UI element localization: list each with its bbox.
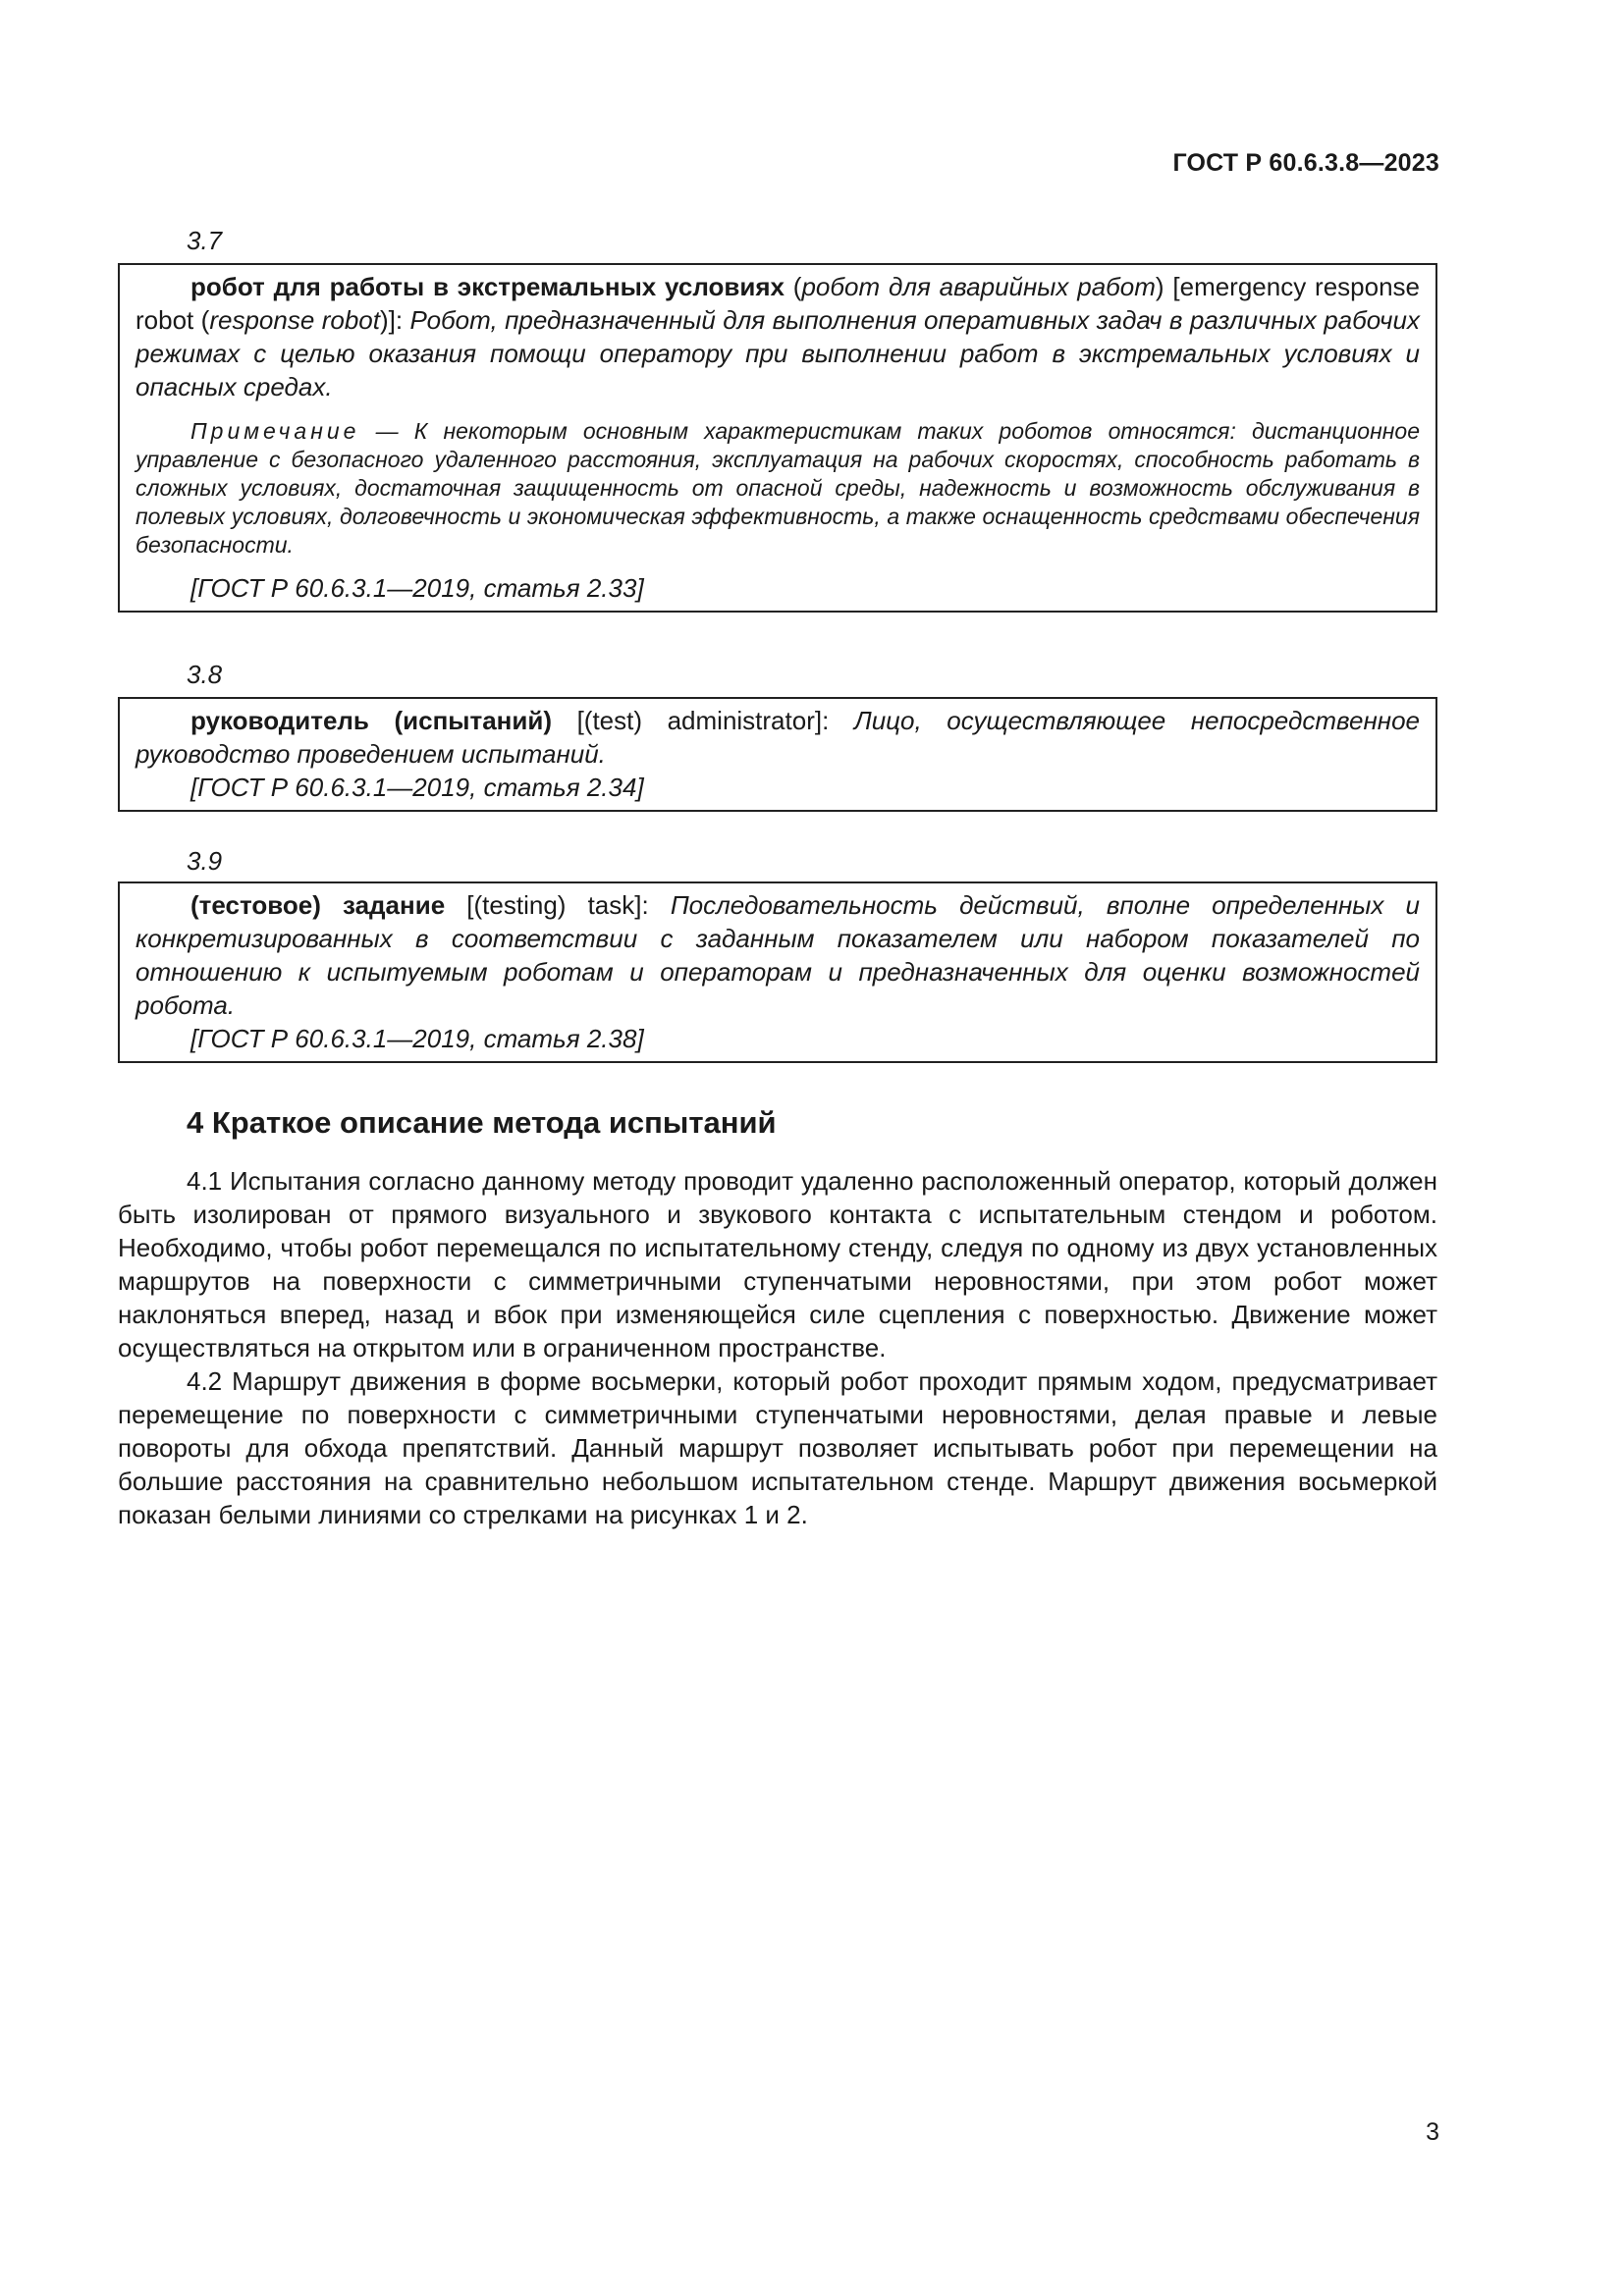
term-name: робот для работы в экстремальных условиях: [190, 272, 785, 301]
term-reference: [ГОСТ Р 60.6.3.1—2019, статья 2.33]: [190, 573, 644, 603]
term-name: (тестовое) задание: [190, 890, 446, 920]
term-definition: робот для работы в экстремальных условиях (робот для аварийных работ) [emergency response robot (response robot)]: Робот, предназначенный для выполнения оперативных задач в различных рабочих режимах с целью оказания помощи оператору при выполнении работ в экстремальных условиях и опасных средах.: [135, 272, 1420, 401]
paragraph-4-2: 4.2 Маршрут движения в форме восьмерки, который робот проходит прямым ходом, предусматривает перемещение по поверхности с симметричными ступенчатыми неровностями, делая правые и левые повороты для обхода препятствий. Данный маршрут позволяет испытывать робот при перемещении на большие расстояния на сравнительно небольшом испытательном стенде. Маршрут движения восьмеркой показан белыми линиями со стрелками на рисунках 1 и 2.: [118, 1366, 1437, 1529]
term-definition-box: [118, 881, 1437, 1063]
document-code-header: ГОСТ Р 60.6.3.8—2023: [1172, 149, 1439, 177]
definition-text: Робот, предназначенный для выполнения оперативных задач в различных рабочих режимах с целью оказания помощи оператору при выполнении работ в экстремальных условиях и опасных средах.: [135, 305, 1420, 401]
term-english-synonym: response robot: [209, 305, 380, 335]
term-english-name: [(testing) task]:: [445, 890, 671, 920]
term-definition-box: [118, 263, 1437, 613]
term-definition: [135, 888, 1420, 1022]
paragraph-4-1: 4.1 Испытания согласно данному методу проводит удаленно расположенный оператор, который должен быть изолирован от прямого визуального и звукового контакта с испытательным стендом и роботом. Необходимо, чтобы робот перемещался по испытательному стенду, следуя по одному из двух установленных маршрутов на поверхности с симметричными ступенчатыми неровностями, при этом робот может наклоняться вперед, назад и вбок при изменяющейся силе сцепления с поверхностью. Движение может осуществляться на открытом или в ограниченном пространстве.: [118, 1166, 1437, 1362]
term-english-name: [(test) administrator]:: [552, 706, 854, 735]
section-body: [118, 1164, 1437, 1531]
term-note: [135, 417, 1420, 560]
term-reference: [ГОСТ Р 60.6.3.1—2019, статья 2.34]: [190, 773, 644, 802]
note-text: — К некоторым основным характеристикам таких роботов относятся: дистанционное управление с безопасного удаленного расстояния, эксплуатация на рабочих скоростях, способность работать в сложных условиях, достаточная защищенность от опасной среды, надежность и возможность обслуживания в полевых условиях, долговечность и экономическая эффективность, а также оснащенность средствами обеспечения безопасности.: [135, 418, 1420, 558]
term-number: 3.7: [187, 226, 223, 255]
term-reference: [ГОСТ Р 60.6.3.1—2019, статья 2.38]: [190, 1024, 644, 1053]
page-number: 3: [1426, 2118, 1439, 2146]
term-definition: [135, 704, 1420, 771]
term-number: 3.8: [187, 660, 223, 689]
note-label: Примечание: [190, 418, 360, 444]
definition-text: Последовательность действий, вполне определенных и конкретизированных в соответствии с заданным показателем или набором показателей по отношению к испытуемым роботам и операторам и предназначенных для оценки возможностей робота.: [135, 890, 1420, 1020]
term-number: 3.9: [187, 846, 223, 876]
term-synonym: робот для аварийных работ: [801, 272, 1156, 301]
term-name: руководитель (испытаний): [190, 706, 553, 735]
term-definition-box: [118, 697, 1437, 812]
definition-text: Лицо, осуществляющее непосредственное руководство проведением испытаний.: [135, 706, 1421, 769]
section-heading: 4 Краткое описание метода испытаний: [187, 1105, 777, 1140]
